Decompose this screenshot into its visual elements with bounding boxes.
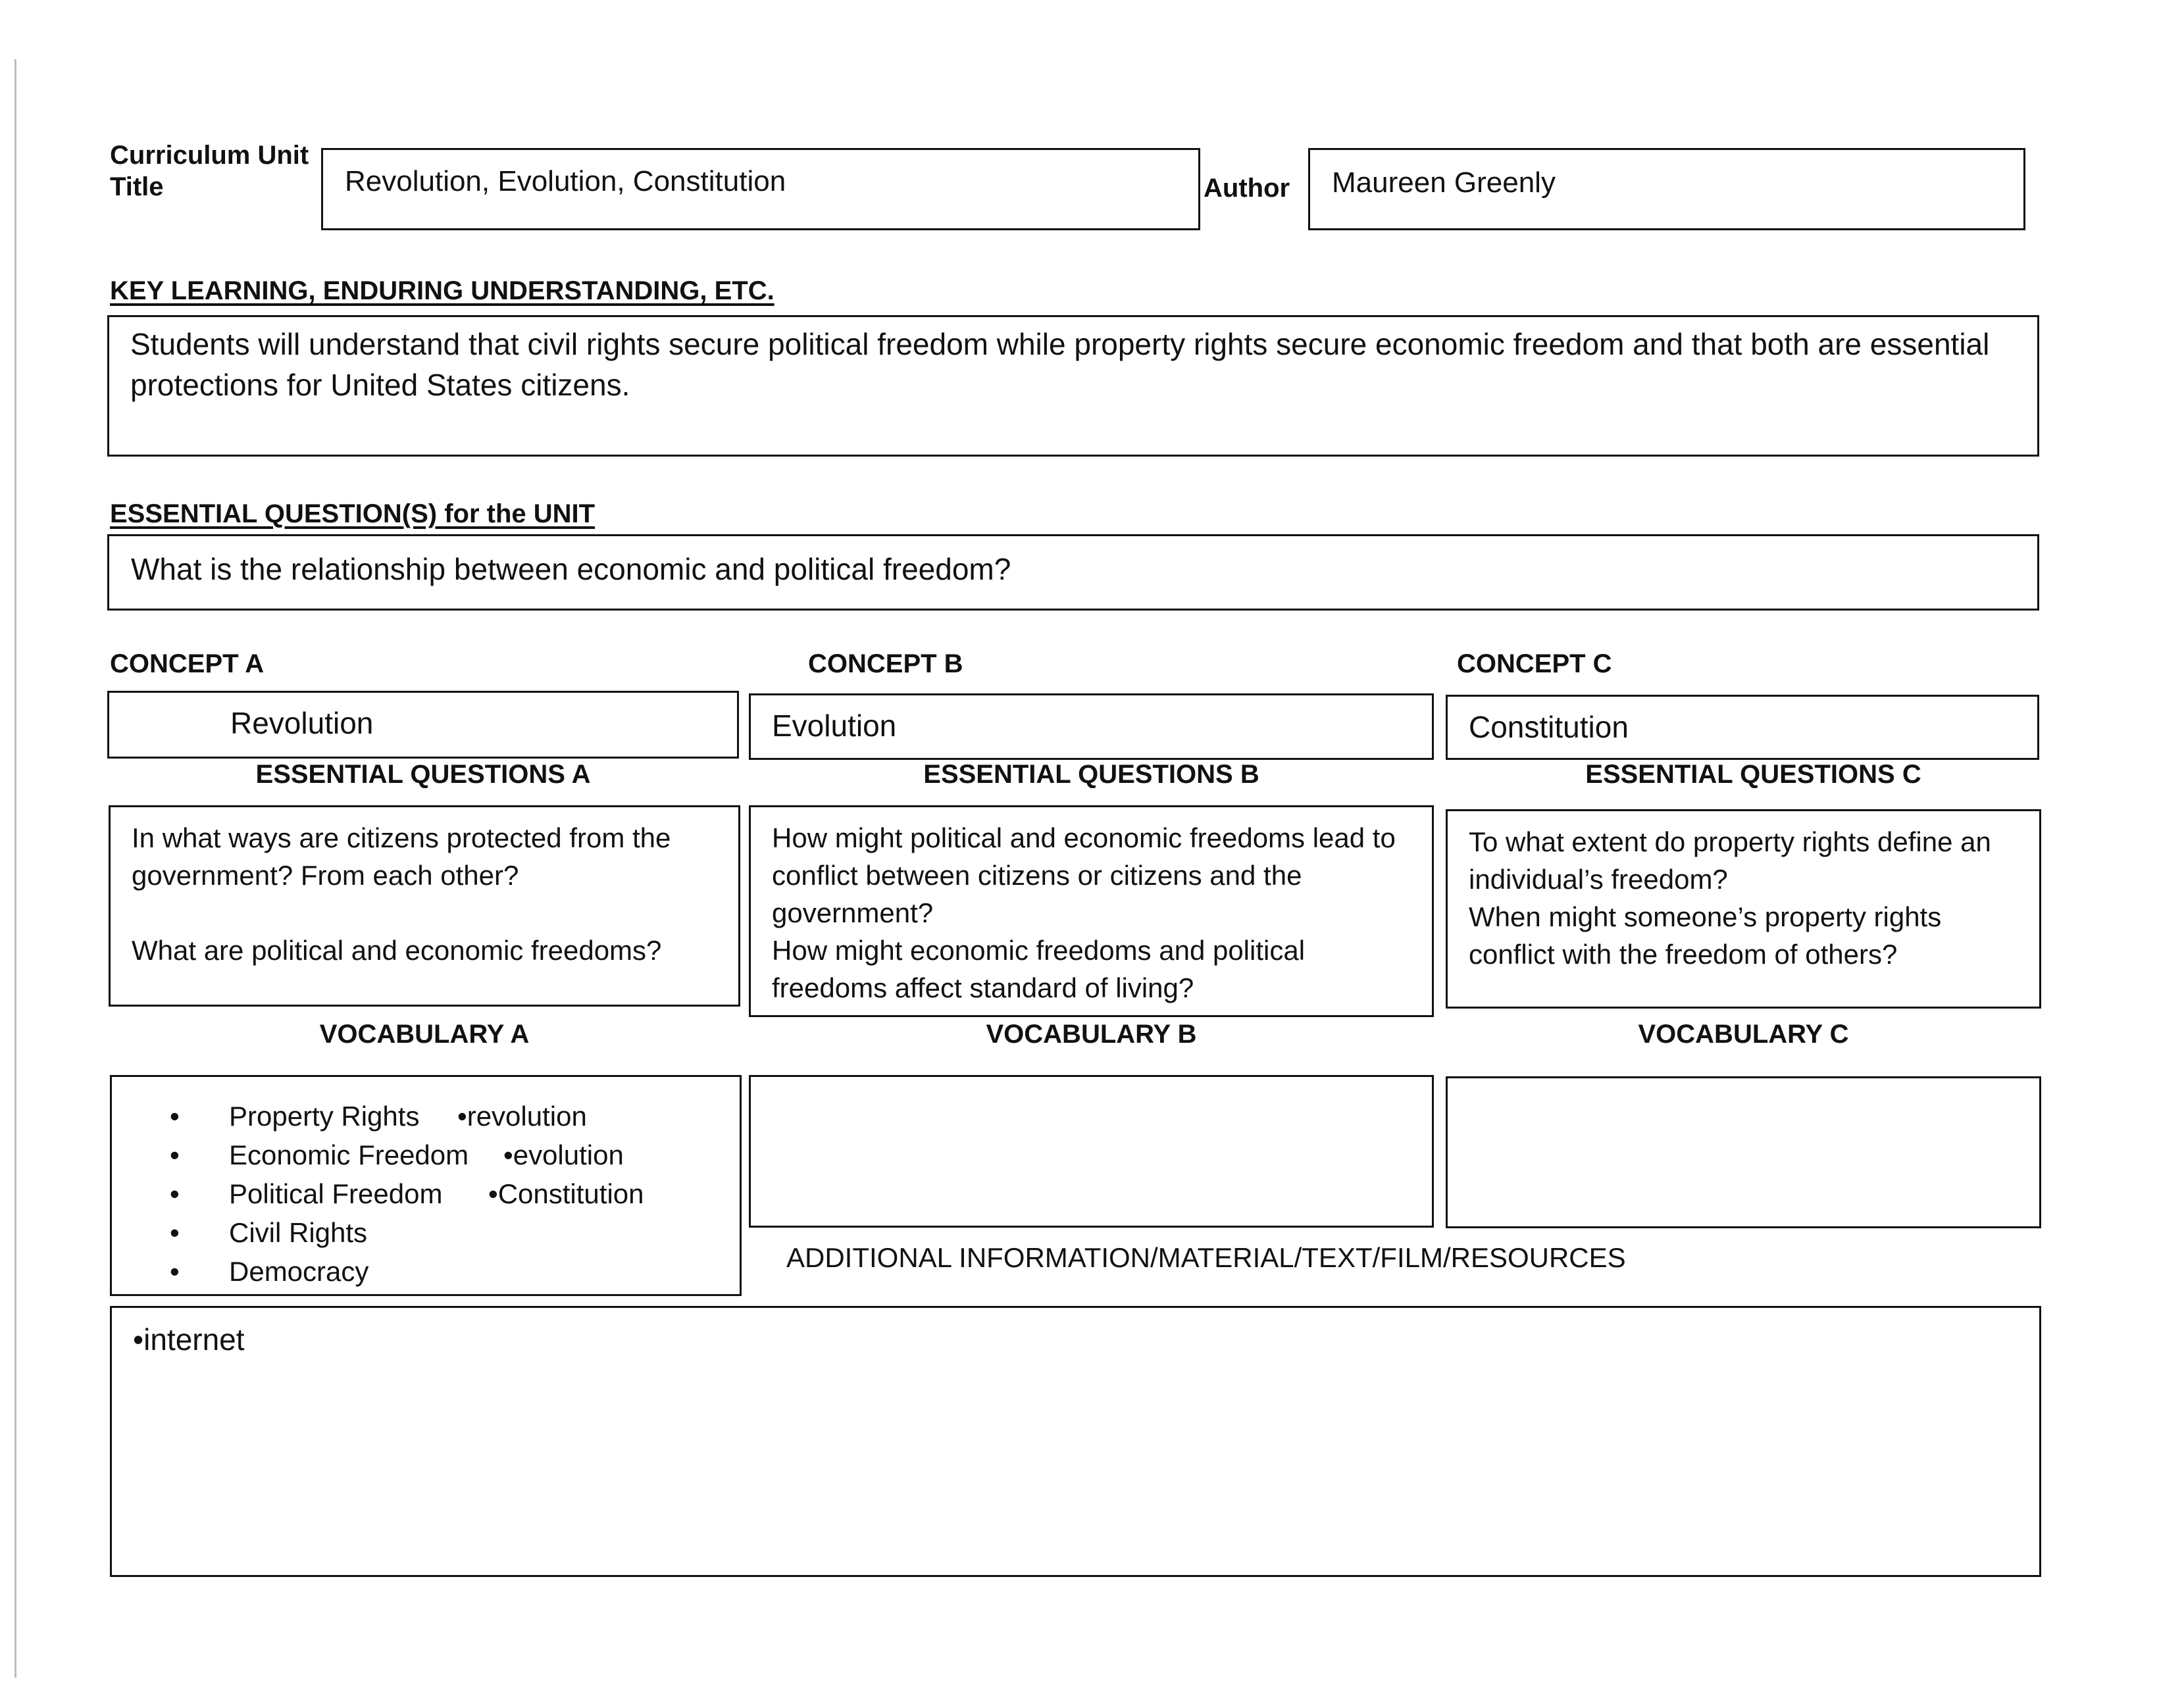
essential-questions-a-text: In what ways are citizens protected from the government? From each other? What are political and economic freedoms? xyxy=(132,822,671,966)
key-learning-box[interactable] xyxy=(107,315,2039,457)
bullet-icon: • xyxy=(170,1178,180,1209)
essential-unit-heading: ESSENTIAL QUESTION(S) for the UNIT xyxy=(110,499,596,528)
vocabulary-c-box[interactable] xyxy=(1446,1076,2041,1228)
concept-a-field[interactable] xyxy=(107,691,739,759)
essential-unit-text: What is the relationship between economic and political freedom? xyxy=(131,552,1011,586)
additional-info-heading: ADDITIONAL INFORMATION/MATERIAL/TEXT/FILM/RESOURCES xyxy=(786,1242,1626,1273)
vocabulary-term: Property Rights xyxy=(229,1101,420,1132)
essential-questions-b-label: ESSENTIAL QUESTIONS B xyxy=(923,760,1259,789)
concept-b-field[interactable] xyxy=(749,693,1434,760)
vocabulary-b-box[interactable] xyxy=(749,1075,1434,1228)
author-label: Author xyxy=(1204,174,1290,203)
unit-title-field[interactable] xyxy=(321,148,1200,230)
essential-unit-box[interactable] xyxy=(107,534,2039,611)
vocabulary-term-secondary: •Constitution xyxy=(488,1178,644,1209)
key-learning-text: Students will understand that civil rights secure political freedom while property rights secure economic freedom and that both are essential protections for United States citizens. xyxy=(130,327,1990,402)
concept-c-value: Constitution xyxy=(1469,710,1629,744)
unit-title-label: Curriculum Unit Title xyxy=(110,141,309,201)
vocabulary-c-label: VOCABULARY C xyxy=(1638,1020,1849,1049)
additional-info-text: •internet xyxy=(133,1322,245,1357)
bullet-icon: • xyxy=(170,1139,180,1170)
vocabulary-a-box[interactable] xyxy=(110,1075,742,1296)
essential-questions-c-text: To what extent do property rights define an individual’s freedom? When might someone’s property rights conflict with the freedom of others? xyxy=(1469,826,1991,970)
vocabulary-a-label: VOCABULARY A xyxy=(319,1020,530,1049)
essential-questions-c-label: ESSENTIAL QUESTIONS C xyxy=(1585,760,1921,789)
concept-c-label: CONCEPT C xyxy=(1457,649,1612,678)
essential-questions-a-label: ESSENTIAL QUESTIONS A xyxy=(255,760,591,789)
bullet-icon: • xyxy=(170,1101,180,1132)
author-field[interactable] xyxy=(1308,148,2025,230)
essential-questions-b-text: How might political and economic freedoms lead to conflict between citizens or citizens and the government? How might economic freedoms and political freedoms affect standard of living? xyxy=(772,822,1396,1003)
essential-questions-a-box[interactable] xyxy=(109,805,740,1007)
vocabulary-b-label: VOCABULARY B xyxy=(986,1020,1197,1049)
vocabulary-term-secondary: •evolution xyxy=(503,1139,624,1170)
concept-b-value: Evolution xyxy=(772,709,897,743)
essential-questions-b-box[interactable] xyxy=(749,805,1434,1017)
concept-c-field[interactable] xyxy=(1446,695,2039,760)
concept-b-label: CONCEPT B xyxy=(808,649,963,678)
vocabulary-term: Political Freedom xyxy=(229,1178,443,1209)
vocabulary-term-secondary: •revolution xyxy=(457,1101,587,1132)
vocabulary-term: Democracy xyxy=(229,1256,369,1287)
author-value: Maureen Greenly xyxy=(1332,166,1556,199)
unit-title-value: Revolution, Evolution, Constitution xyxy=(345,165,786,197)
vocabulary-term: Economic Freedom xyxy=(229,1139,469,1170)
essential-questions-c-box[interactable] xyxy=(1446,809,2041,1009)
concept-a-value: Revolution xyxy=(230,706,374,740)
additional-info-box[interactable] xyxy=(110,1306,2041,1577)
bullet-icon: • xyxy=(170,1256,180,1287)
scan-edge-line xyxy=(14,59,16,1678)
concept-a-label: CONCEPT A xyxy=(110,649,265,678)
vocabulary-term: Civil Rights xyxy=(229,1217,368,1248)
bullet-icon: • xyxy=(170,1217,180,1248)
key-learning-heading: KEY LEARNING, ENDURING UNDERSTANDING, ETC. xyxy=(110,276,775,305)
